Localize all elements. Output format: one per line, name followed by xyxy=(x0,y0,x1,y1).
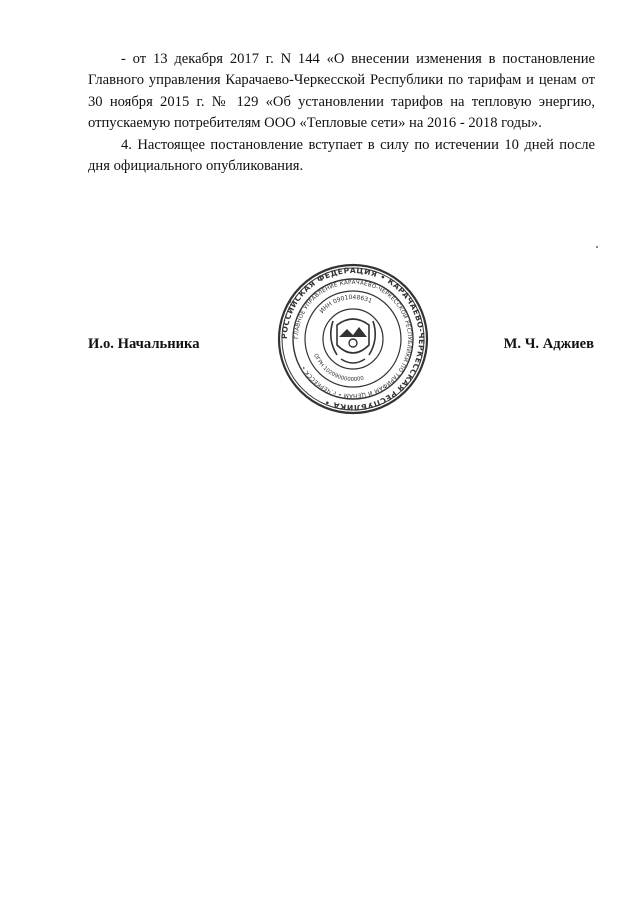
svg-text:ОГРН 1020900000000 xyxy=(312,353,365,383)
paragraph-effective-date: 4. Настоящее постановление вступает в силу по истечении 10 дней после дня официального опубликования. xyxy=(88,137,595,175)
seal-middle-text: ГЛАВНОЕ УПРАВЛЕНИЕ КАРАЧАЕВО-ЧЕРКЕССКОЙ РЕСПУБЛИКИ ПО ТАРИФАМ И ЦЕНАМ • г.ЧЕРКЕССК • xyxy=(293,279,413,399)
paragraph-amendment-reference: - от 13 декабря 2017 г. N 144 «О внесении изменения в постановление Главного управления Карачаево-Черкесской Республики по тарифам и ценам от 30 ноября 2015 г. № 129 «Об установлении тарифов на тепловую энергию, отпускаемую потребителям ООО «Тепловые сети» на 2016 - 2018 годы». xyxy=(88,51,595,131)
official-seal-stamp xyxy=(277,263,429,415)
signatory-position: И.о. Начальника xyxy=(88,336,200,352)
coat-of-arms-emblem xyxy=(331,319,376,363)
seal-outer-text: РОССИЙСКАЯ ФЕДЕРАЦИЯ • КАРАЧАЕВО-ЧЕРКЕССКАЯ РЕСПУБЛИКА • xyxy=(279,265,427,413)
scan-artifact xyxy=(596,246,598,248)
seal-ogrn-text: ОГРН 1020900000000 xyxy=(312,352,365,384)
signatory-name: М. Ч. Аджиев xyxy=(503,336,594,352)
seal-inn-text: ИНН 0901048631 xyxy=(318,293,373,315)
